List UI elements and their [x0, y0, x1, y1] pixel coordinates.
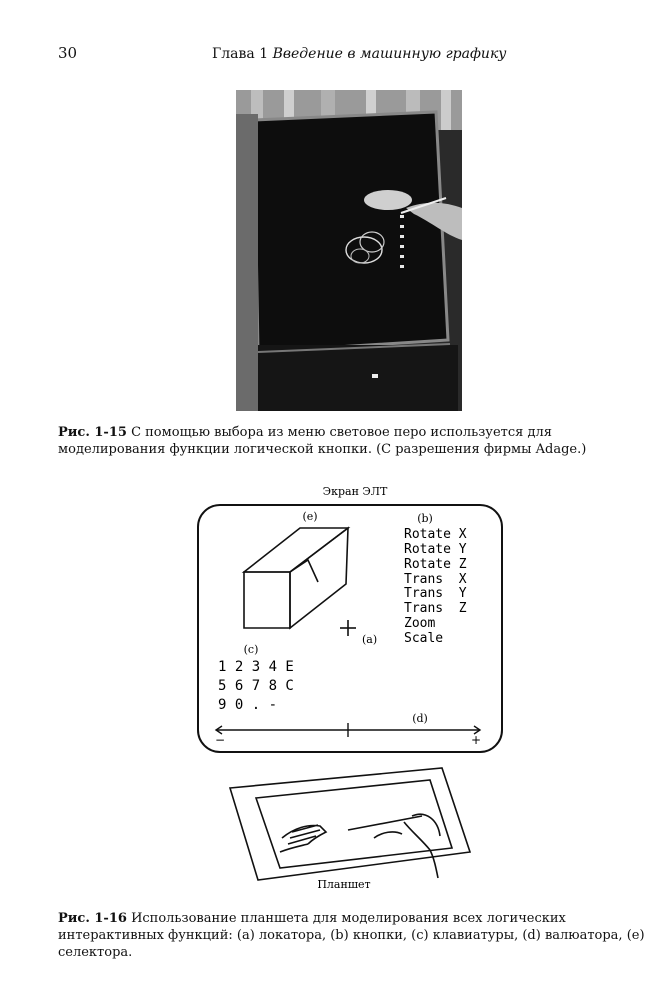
figure-1-15-caption [58, 424, 648, 458]
figure-1-16-label: Рис. 1-16 [58, 911, 127, 926]
valuator-plus: + [470, 733, 482, 747]
chapter-label: Глава 1 [212, 46, 269, 62]
label-a: (a) [362, 633, 378, 646]
keypad-row: 9 0 . - [218, 697, 278, 713]
chapter-title: Введение в машинную графику [272, 46, 507, 62]
menu-item: Zoom [404, 616, 436, 631]
light-pen-photo [236, 90, 462, 411]
label-d: (d) [412, 712, 428, 725]
label-b: (b) [417, 512, 433, 525]
keyboard-keypad [218, 659, 294, 713]
keypad-row: 1 2 3 4 E [218, 659, 294, 675]
menu-item: Rotate X [404, 527, 467, 542]
page-number: 30 [58, 44, 78, 62]
figure-1-16-text: Использование планшета для моделирования всех логических интерактивных функций: (a) локатора, (b) кнопки, (c) клавиатуры, (d) валюатора, (e) селектора. [58, 911, 645, 960]
menu-item: Trans Z [404, 601, 467, 616]
locator-cursor-icon [340, 620, 356, 636]
keypad-row: 5 6 7 8 C [218, 678, 294, 694]
menu-item: Scale [404, 631, 444, 646]
menu-item: Rotate Z [404, 557, 467, 572]
figure-1-16-caption [58, 910, 648, 961]
tablet-label: Планшет [317, 878, 371, 891]
label-c: (c) [243, 643, 259, 656]
button-menu [404, 527, 467, 646]
figure-1-16 [190, 480, 510, 900]
figure-1-15-label: Рис. 1-15 [58, 425, 127, 440]
running-head [212, 46, 506, 62]
menu-item: Trans Y [404, 586, 467, 601]
crt-screen-title: Экран ЭЛТ [322, 485, 388, 498]
menu-item: Rotate Y [404, 542, 467, 557]
menu-item: Trans X [404, 572, 467, 587]
selector-object [244, 528, 348, 628]
figure-1-15-text: С помощью выбора из меню световое перо используется для моделирования функции логической кнопки. (С разрешения фирмы Adage.) [58, 425, 587, 457]
valuator-scale [216, 723, 480, 737]
tablet-drawing [230, 768, 470, 880]
valuator-minus: − [214, 733, 226, 747]
label-e: (e) [302, 510, 318, 523]
